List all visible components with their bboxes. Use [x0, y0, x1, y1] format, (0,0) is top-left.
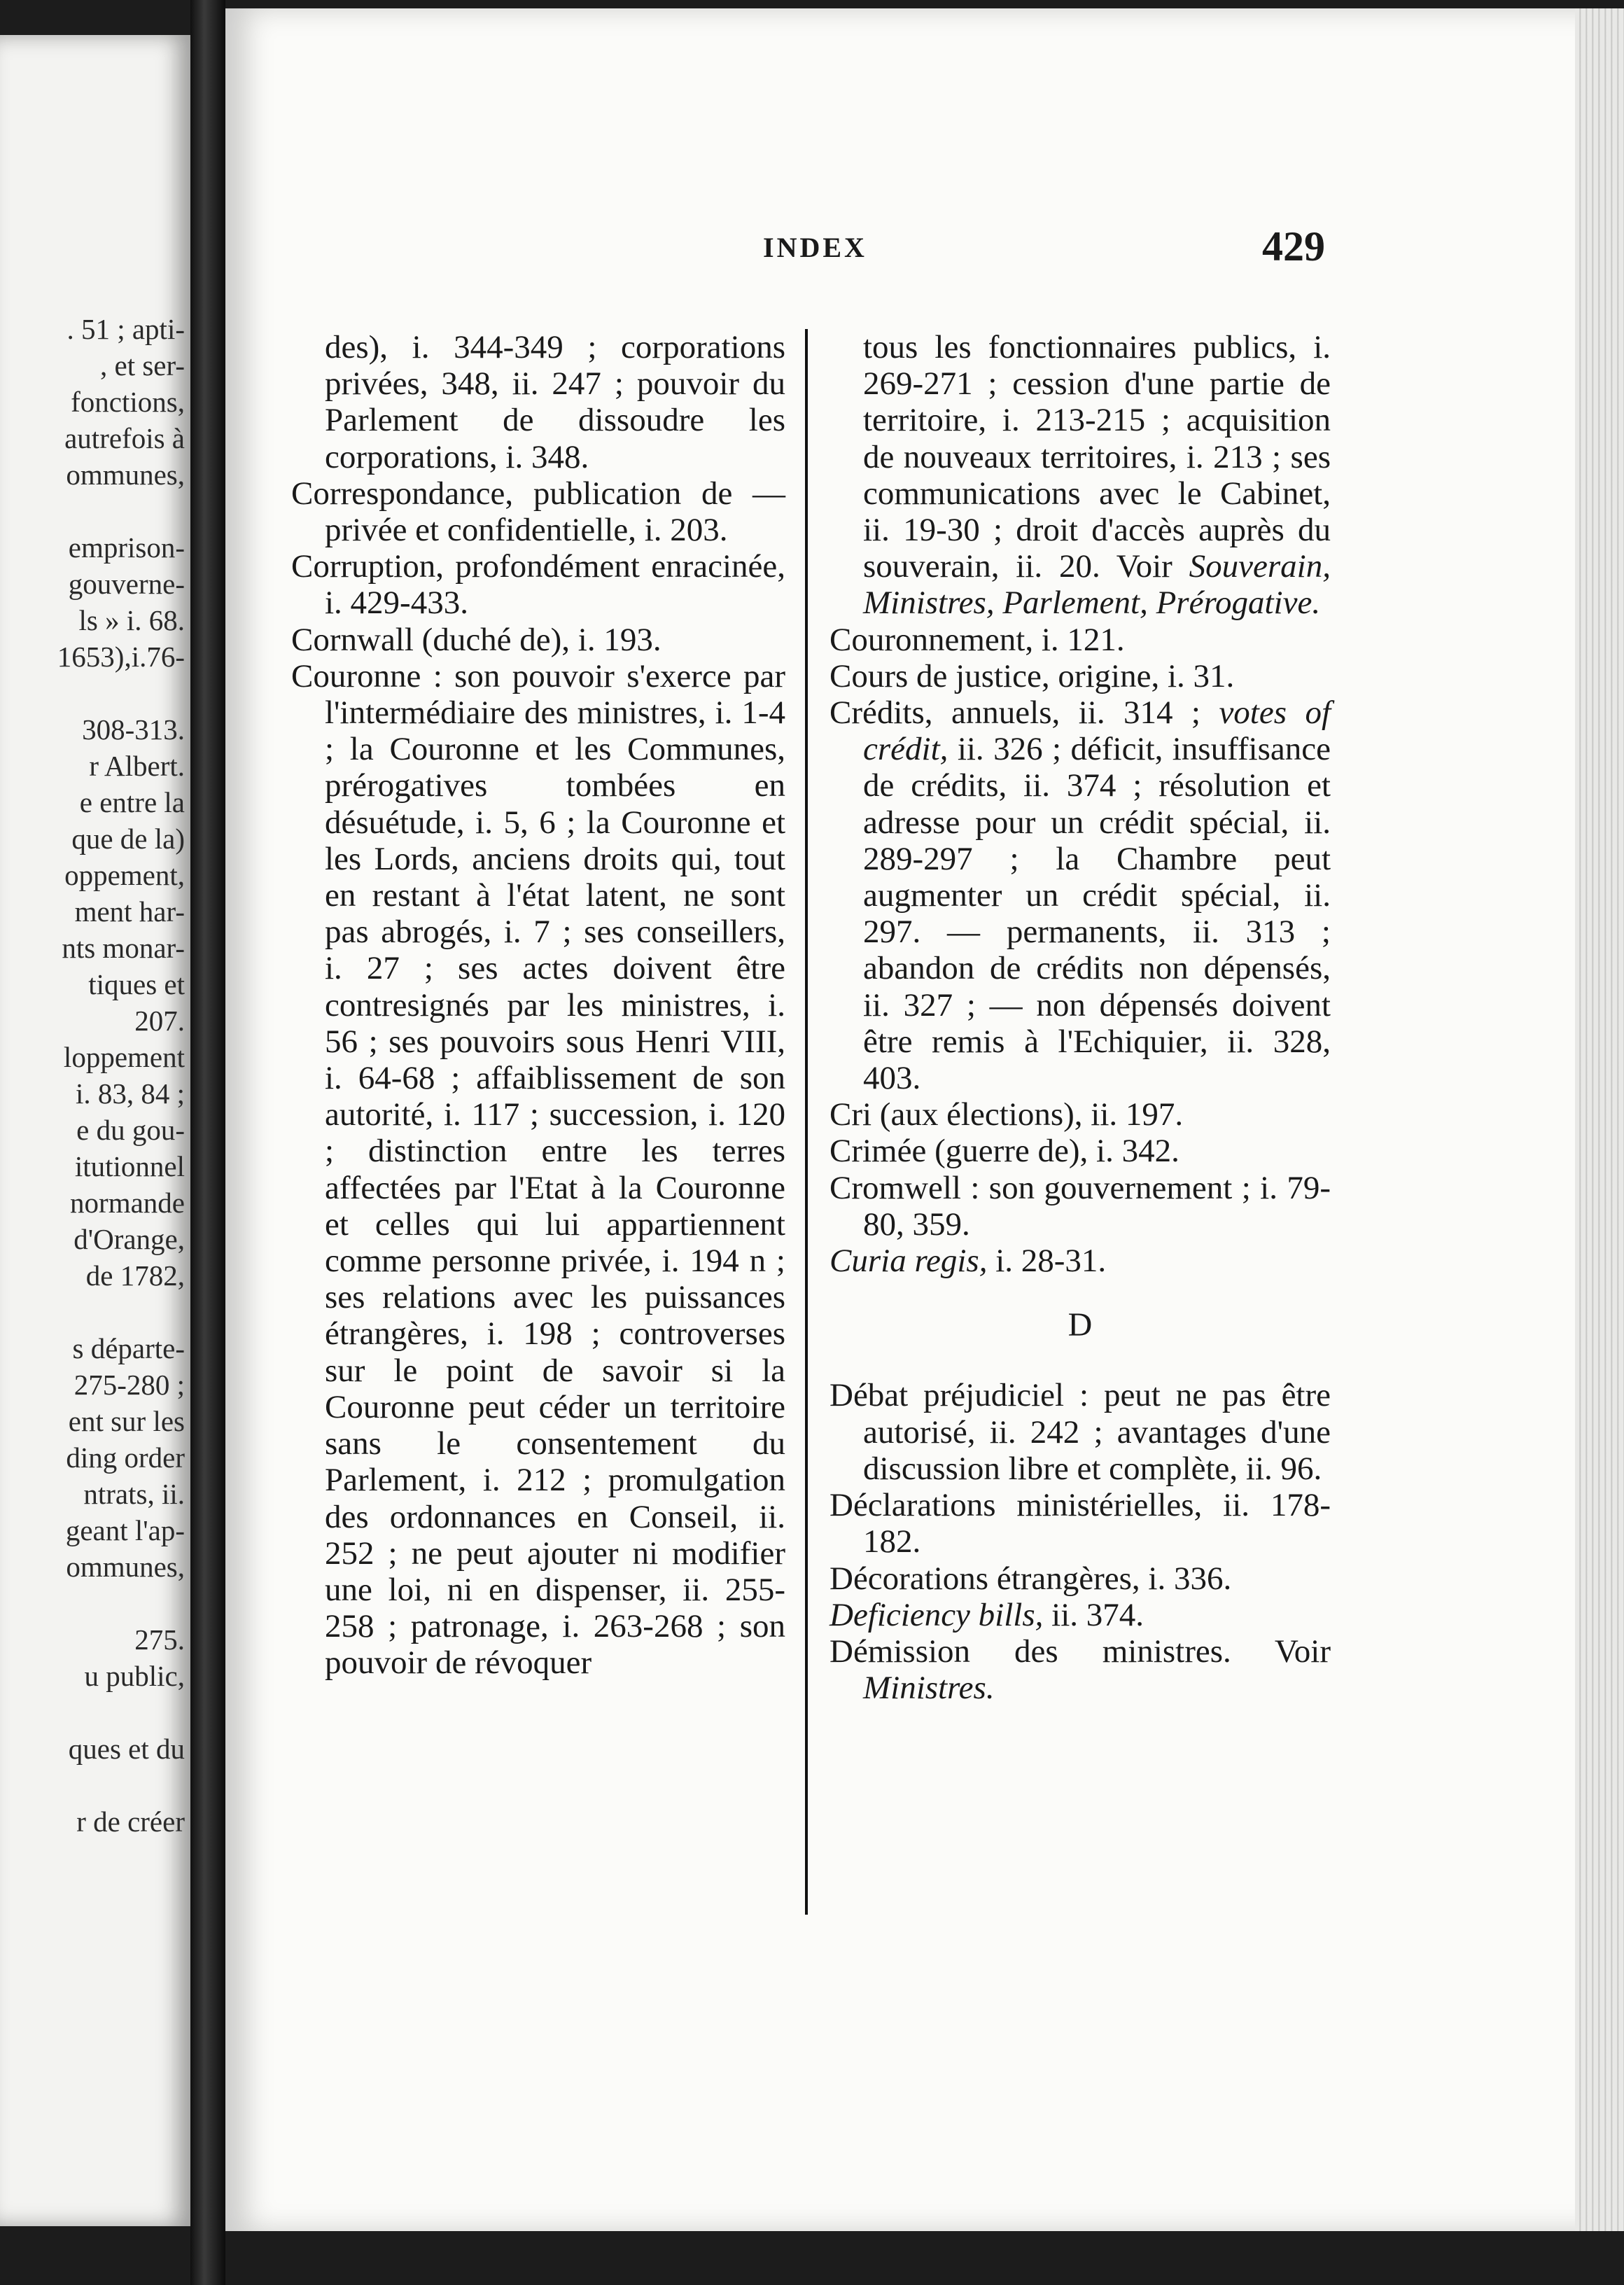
entry-text: Cornwall (duché de), i. 193. [291, 621, 662, 658]
facing-page-line: geant l'ap- [65, 1514, 185, 1546]
facing-page-line: ommunes, [66, 1551, 185, 1583]
facing-page-line: ques et du [68, 1733, 185, 1765]
italic-reference: Deficiency bills, [830, 1596, 1044, 1633]
column-rule [805, 329, 808, 1915]
facing-page-line: de 1782, [85, 1259, 185, 1292]
facing-page-line: normande [70, 1187, 185, 1219]
facing-page-line: nts monar- [62, 932, 185, 964]
facing-page-line: r de créer [76, 1805, 185, 1838]
entry-text: Cours de justice, origine, i. 31. [830, 657, 1235, 694]
facing-page-line: ding order [66, 1441, 185, 1474]
facing-page-line: itutionnel [74, 1150, 185, 1182]
facing-page-line: s départe- [72, 1332, 185, 1364]
italic-reference: Curia regis, [830, 1243, 988, 1280]
facing-page-line: ment har- [74, 895, 185, 928]
index-entry [830, 658, 1331, 694]
italic-reference: votes of crédit, [863, 694, 1331, 768]
facing-page-line: 1653),i.76- [57, 641, 185, 673]
index-entry [830, 1170, 1331, 1243]
facing-page-line: u public, [84, 1660, 185, 1692]
section-letter [830, 1307, 1331, 1343]
index-column-right [830, 329, 1331, 1706]
entry-text: Décorations étrangères, i. 336. [830, 1560, 1232, 1597]
index-entry [830, 694, 1331, 1096]
running-head: INDEX [763, 232, 867, 263]
facing-page-line: gouverne- [68, 568, 185, 600]
facing-page-line: ommunes, [66, 459, 185, 491]
facing-page-line: d'Orange, [74, 1223, 185, 1255]
entry-text: ii. 326 ; déficit, insuffisance de crédits, ii. 374 ; résolution et adresse pour un crédit spécial, ii. 289-297 ; la Chambre peut augmenter un crédit spécial, ii. 297. — permanents, ii. 313 ; abandon de crédits non dépensés, ii. 327 ; — non dépensés doivent être remis à l'Echiquier, ii. 328, 403. [863, 731, 1331, 1097]
facing-page-line: que de la) [71, 823, 185, 855]
entry-text: des), i. 344-349 ; corporations privées, 348, ii. 247 ; pouvoir du Parlement de dissoudre les corporations, i. 348. [325, 329, 785, 475]
index-entry [830, 622, 1331, 658]
entry-text: Cri (aux élections), ii. 197. [830, 1096, 1184, 1133]
facing-page-line: fonctions, [71, 386, 185, 418]
facing-page-line: . 51 ; apti- [66, 313, 185, 345]
index-entry-continuation [830, 329, 1331, 622]
facing-page-line: 275. [134, 1623, 185, 1656]
facing-page-line: e du gou- [76, 1114, 185, 1146]
index-column-left [291, 329, 785, 1682]
page-edge [1575, 8, 1624, 2231]
facing-page-line: , et ser- [100, 349, 185, 382]
index-entry [291, 658, 785, 1682]
entry-text: Débat préjudiciel : peut ne pas être autorisé, ii. 242 ; avantages d'une discussion libre et complète, ii. 96. [830, 1377, 1331, 1487]
facing-page-line: e entre la [79, 786, 185, 818]
entry-text: Couronnement, i. 121. [830, 621, 1125, 658]
facing-page-line: 308-313. [82, 713, 185, 746]
entry-text: Couronne : son pouvoir s'exerce par l'intermédiaire des ministres, i. 1-4 ; la Couronne et les Communes, prérogatives tombées en désuétude, i. 5, 6 ; la Couronne et les Lords, anciens droits qui, tout en restant à l'état latent, ne sont pas abrogés, i. 7 ; ses conseillers, i. 27 ; ses actes doivent être contresignés par les ministres, i. 56 ; ses pouvoirs sous Henri VIII, i. 64-68 ; affaiblissement de son autorité, i. 117 ; succession, i. 120 ; distinction entre les terres affectées par l'Etat à la Couronne et celles qui lui appartiennent comme personne privée, i. 194 n ; ses relations avec les puissances étrangères, i. 198 ; controverses sur le point de savoir si la Couronne peut céder un territoire sans le consentement du Parlement, i. 212 ; promulgation des ordonnances en Conseil, ii. 252 ; ne peut ajouter ni modifier une loi, ni en dispenser, ii. 255-258 ; patronage, i. 263-268 ; son pouvoir de révoquer [291, 657, 785, 1682]
facing-page-line: ls » i. 68. [78, 604, 185, 636]
index-entry [830, 1096, 1331, 1133]
entry-text: Crédits, annuels, ii. 314 ; [830, 694, 1219, 732]
facing-page-line: r Albert. [89, 750, 185, 782]
entry-text: Cromwell : son gouvernement ; i. 79-80, 359. [830, 1169, 1331, 1243]
facing-page-line: loppement [63, 1041, 185, 1073]
index-entry [830, 1633, 1331, 1706]
facing-page-line: ent sur les [68, 1405, 185, 1437]
index-entry-continuation [291, 329, 785, 475]
entry-text: Correspondance, publication de — privée et confidentielle, i. 203. [291, 475, 785, 549]
index-entry [830, 1487, 1331, 1560]
facing-page-line: emprison- [68, 531, 185, 564]
facing-page-line: tiques et [88, 968, 185, 1000]
entry-text: tous les fonctionnaires publics, i. 269-271 ; cession d'une partie de territoire, i. 213-215 ; acquisition de nouveaux territoires, i. 213 ; ses communications avec le Cabinet, ii. 19-30 ; droit d'accès auprès du souverain, ii. 20. Voir [863, 329, 1331, 585]
page-number: 429 [1262, 223, 1325, 270]
index-entry [830, 1133, 1331, 1169]
facing-page-line: 207. [134, 1005, 185, 1037]
facing-page-line: autrefois à [64, 422, 185, 454]
facing-page-line: oppement, [64, 859, 185, 891]
facing-page-line: i. 83, 84 ; [75, 1077, 185, 1110]
entry-text: Démission des ministres. Voir [830, 1633, 1331, 1670]
italic-reference: Ministres. [863, 1670, 995, 1707]
entry-text: Déclarations ministérielles, ii. 178-182. [830, 1487, 1331, 1560]
entry-text: D [1068, 1306, 1093, 1344]
entry-text: i. 28-31. [987, 1243, 1107, 1280]
index-entry [830, 1560, 1331, 1597]
index-entry [291, 622, 785, 658]
facing-page-fragment [0, 35, 190, 2226]
entry-text: Corruption, profondément enracinée, i. 429-433. [291, 548, 785, 622]
index-entry [830, 1243, 1331, 1279]
index-entry [291, 475, 785, 548]
index-entry [830, 1377, 1331, 1487]
entry-text: ii. 374. [1043, 1596, 1144, 1633]
book-gutter [190, 0, 225, 2285]
index-entry [830, 1597, 1331, 1633]
italic-reference: Souverain, Ministres, Parlement, Prérogative. [863, 548, 1331, 622]
index-entry [291, 548, 785, 621]
facing-page-line: ntrats, ii. [83, 1478, 185, 1510]
entry-text: Crimée (guerre de), i. 342. [830, 1133, 1180, 1170]
facing-page-line: 275-280 ; [74, 1369, 185, 1401]
